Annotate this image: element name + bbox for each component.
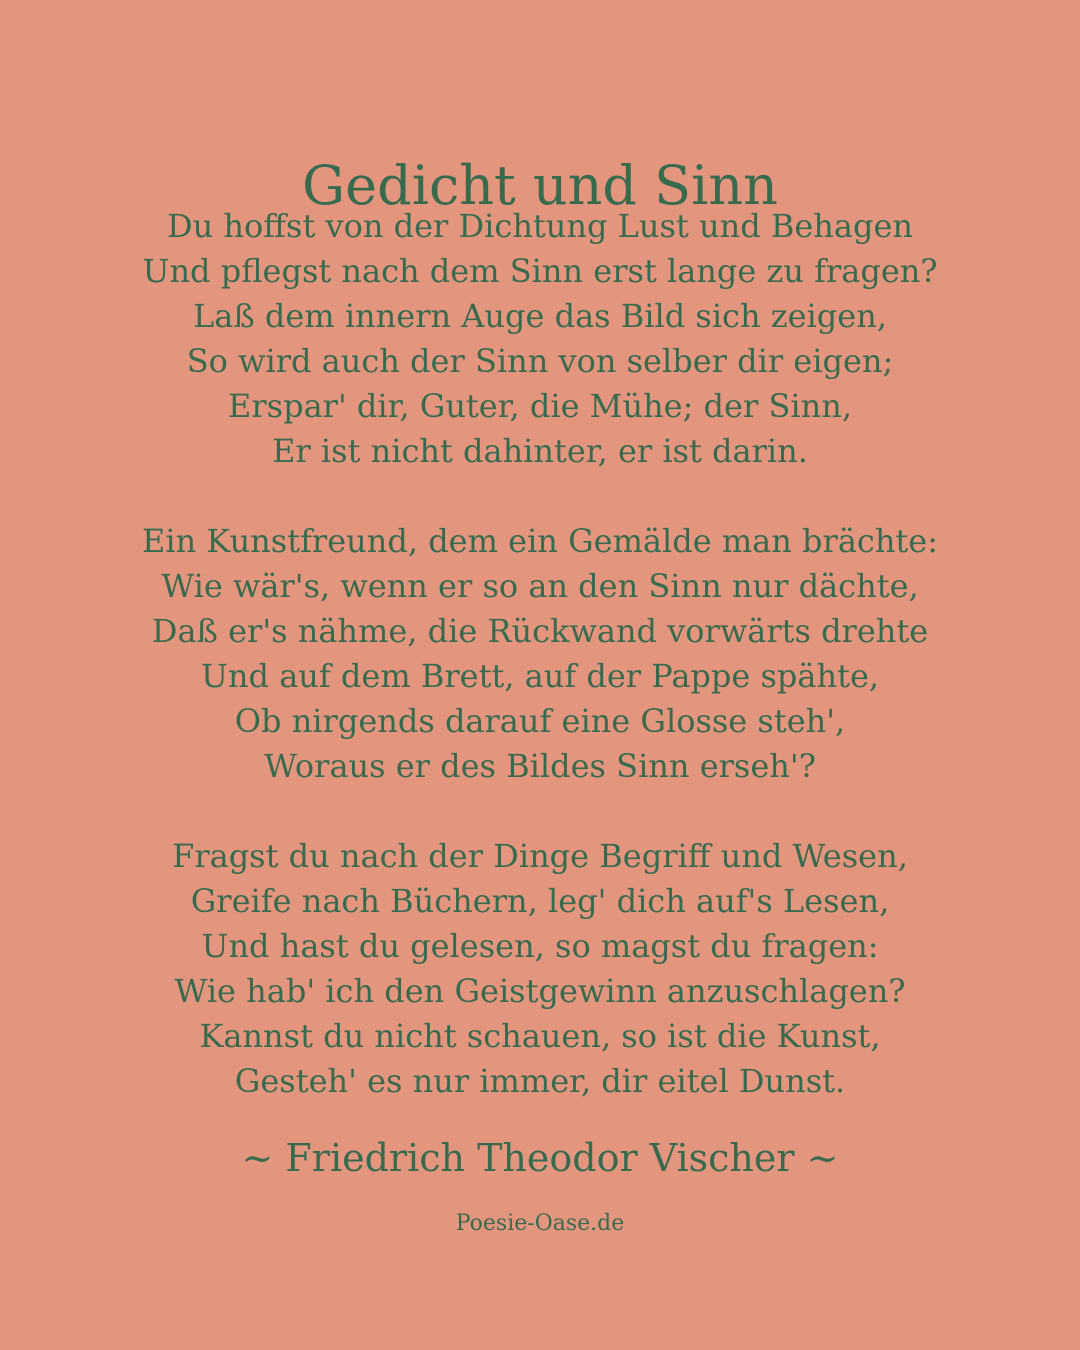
poem-line: Er ist nicht dahinter, er ist darin. (272, 432, 808, 470)
poem-body (0, 204, 1080, 1149)
poem-line: Daß er's nähme, die Rückwand vorwärts drehte (151, 612, 929, 650)
poem-line: Und pflegst nach dem Sinn erst lange zu fragen? (142, 252, 938, 290)
website-credit: Poesie-Oase.de (455, 1211, 625, 1236)
poem-line: So wird auch der Sinn von selber dir eigen; (186, 342, 894, 380)
poem-line: Erspar' dir, Guter, die Mühe; der Sinn, (228, 387, 852, 425)
stanza-1 (0, 204, 1080, 474)
poem-line: Und auf dem Brett, auf der Pappe spähte, (200, 657, 880, 695)
poem-line: Kannst du nicht schauen, so ist die Kunst, (199, 1017, 881, 1055)
poem-author: ~ Friedrich Theodor Vischer ~ (241, 1136, 839, 1180)
poem-line: Ob nirgends darauf eine Glosse steh', (234, 702, 846, 740)
poem-line: Ein Kunstfreund, dem ein Gemälde man brächte: (141, 522, 938, 560)
poem-line: Gesteh' es nur immer, dir eitel Dunst. (234, 1062, 846, 1100)
stanza-2 (0, 519, 1080, 789)
poem-line: Woraus er des Bildes Sinn erseh'? (264, 747, 816, 785)
poem-line: Wie hab' ich den Geistgewinn anzuschlagen? (174, 972, 906, 1010)
poem-line: Fragst du nach der Dinge Begriff und Wesen, (172, 837, 908, 875)
poem-title: Gedicht und Sinn (302, 154, 778, 218)
poem-line: Du hoffst von der Dichtung Lust und Behagen (166, 207, 914, 245)
poem-line: Wie wär's, wenn er so an den Sinn nur dächte, (161, 567, 919, 605)
poem-line: Laß dem innern Auge das Bild sich zeigen, (193, 297, 887, 335)
poem-line: Und hast du gelesen, so magst du fragen: (201, 927, 879, 965)
stanza-3 (0, 834, 1080, 1104)
poem-line: Greife nach Büchern, leg' dich auf's Lesen, (190, 882, 890, 920)
